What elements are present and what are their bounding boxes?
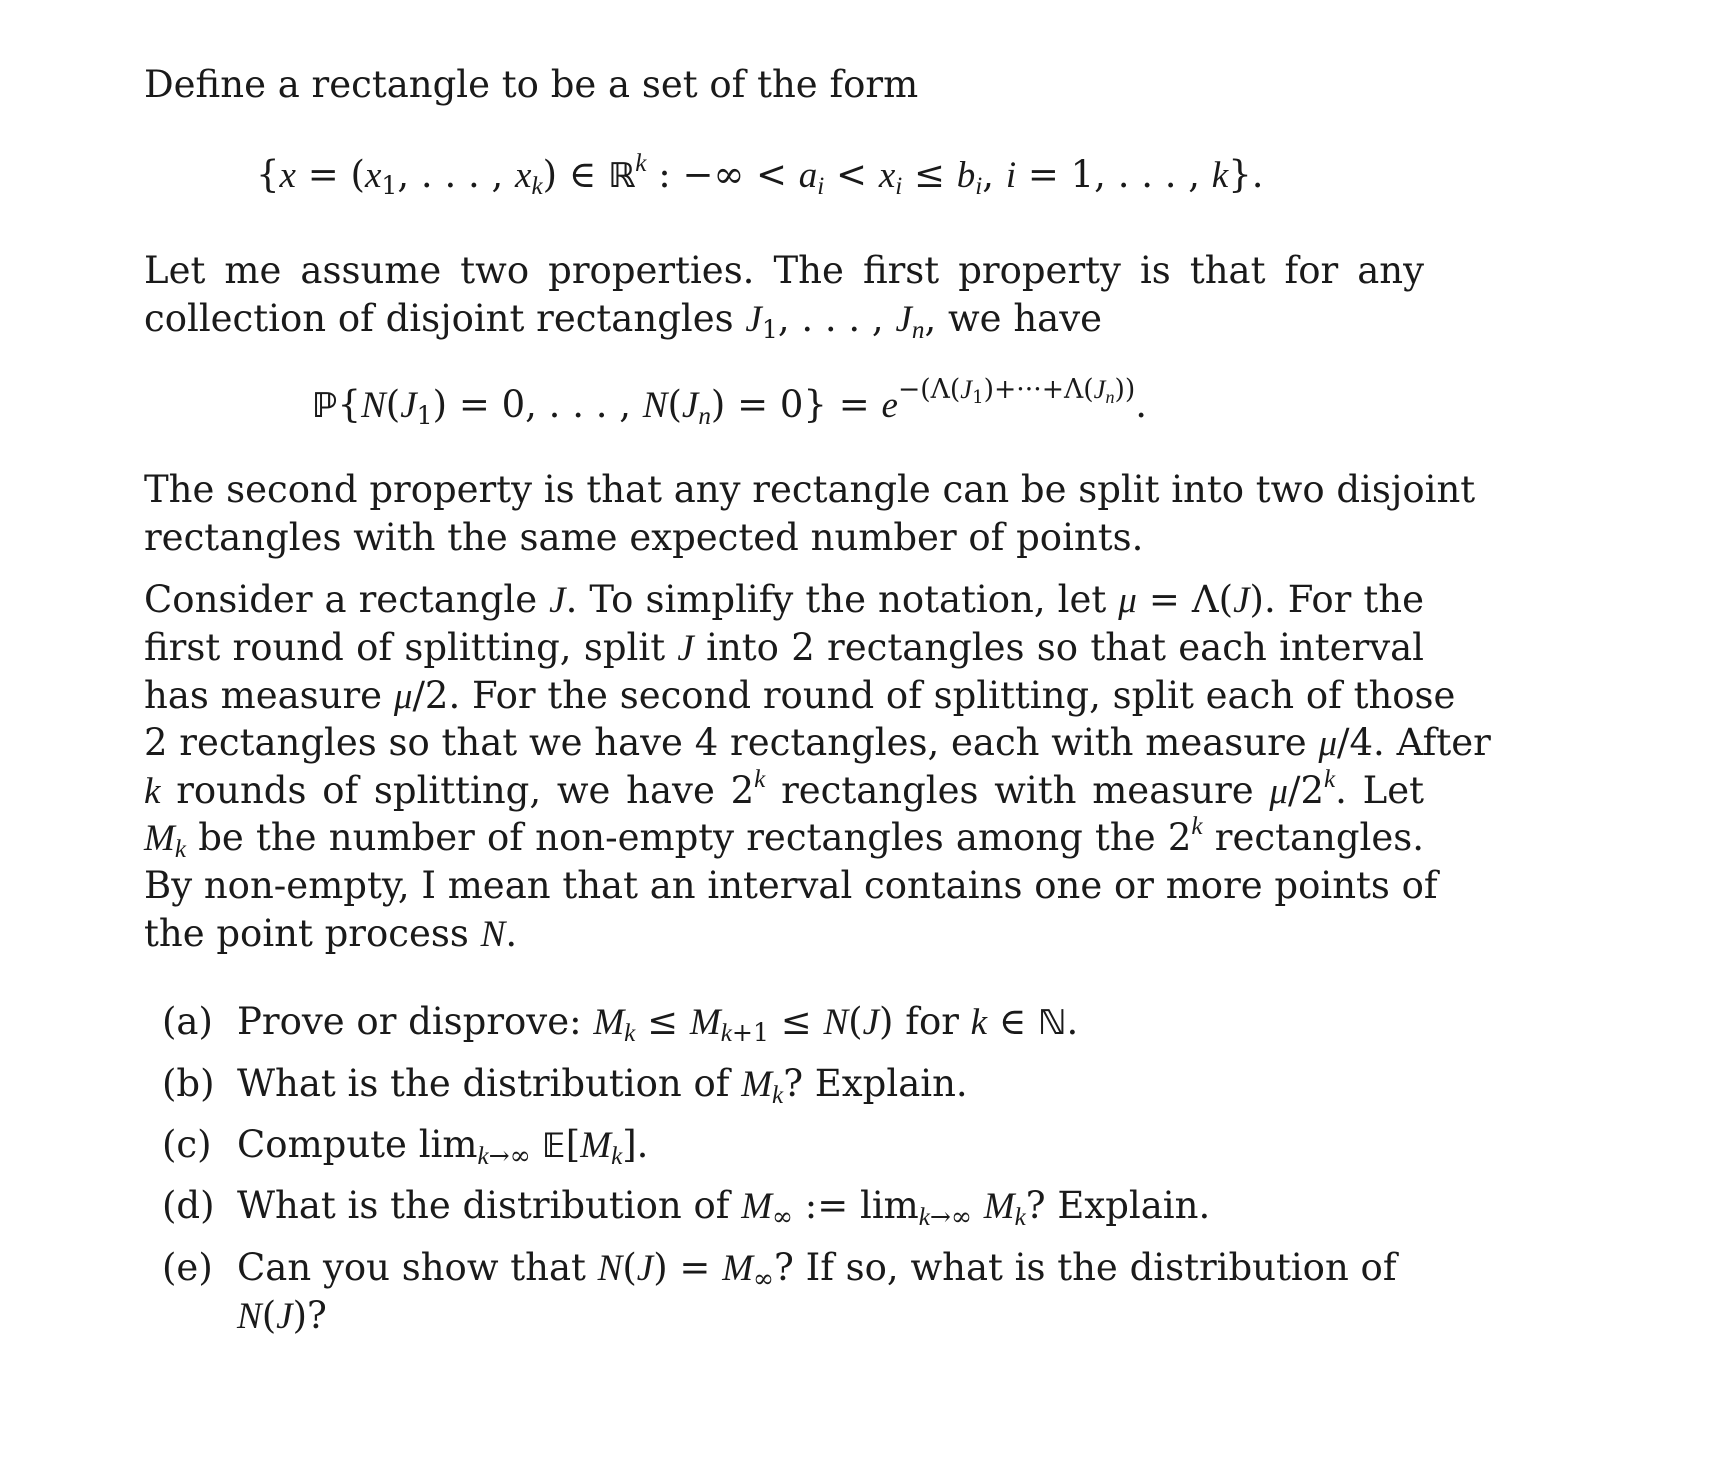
rectangle-definition-equation: {$x = (x_1$, . . . , $x_k$) ∈ ℝ$^k$ : −∞ < $a_i < x_i \le b_i$, i = 1, . . . , k}. xyxy=(256,150,1264,201)
second-property-line-2: rectangles with the same expected number of points. xyxy=(144,516,1144,559)
consider-line-8: the point process N. xyxy=(144,912,518,955)
question-b: (b) What is the distribution of $M_k$? Explain. xyxy=(162,1062,968,1110)
second-property-line-1: The second property is that any rectangle can be split into two disjoint xyxy=(144,468,1476,511)
consider-line-7: By non-empty, I mean that an interval contains one or more points of xyxy=(144,864,1438,907)
consider-line-4: 2 rectangles so that we have 4 rectangles, each with measure μ/4. After xyxy=(144,721,1491,764)
consider-line-6: $M_k$ be the number of non-empty rectangles among the 2$^k$ rectangles. xyxy=(144,813,1424,864)
intro-line: Define a rectangle to be a set of the form xyxy=(144,63,919,106)
question-c: (c) Compute $\lim_{k\to\infty}$ $𝔼[M_k]$. xyxy=(162,1123,649,1171)
consider-line-5: k rounds of splitting, we have 2$^k$ rectangles with measure μ/2$^k$. Let xyxy=(144,766,1425,812)
properties-line-1: Let me assume two properties. The first property is that for any xyxy=(144,249,1424,292)
question-d: (d) What is the distribution of $M_\infty$ := $\lim_{k\to\infty} M_k$? Explain. xyxy=(162,1184,1211,1232)
consider-line-3: has measure μ/2. For the second round of splitting, split each of those xyxy=(144,674,1456,717)
question-e-continuation: N(J)? xyxy=(237,1294,327,1337)
question-e: (e) Can you show that $N(J) = M_\infty$? If so, what is the distribution of xyxy=(162,1246,1397,1294)
probability-equation: $ℙ\{N(J_1) = 0$, . . . , $N(J_n) = 0\} = e^{-(\Lambda(J_1)+\cdot\cdot\cdot+\Lambda(J_n))}$. xyxy=(312,373,1148,431)
consider-line-2: first round of splitting, split J into 2 rectangles so that each interval xyxy=(144,626,1424,669)
consider-line-1: Consider a rectangle J. To simplify the notation, let μ = Λ(J). For the xyxy=(144,578,1424,621)
properties-line-2: collection of disjoint rectangles $J_1$, . . . , $J_n$, we have xyxy=(144,297,1103,345)
question-a: (a) Prove or disprove: $M_k \le M_{k+1} \le N(J)$ for k ∈ ℕ. xyxy=(162,1000,1079,1048)
